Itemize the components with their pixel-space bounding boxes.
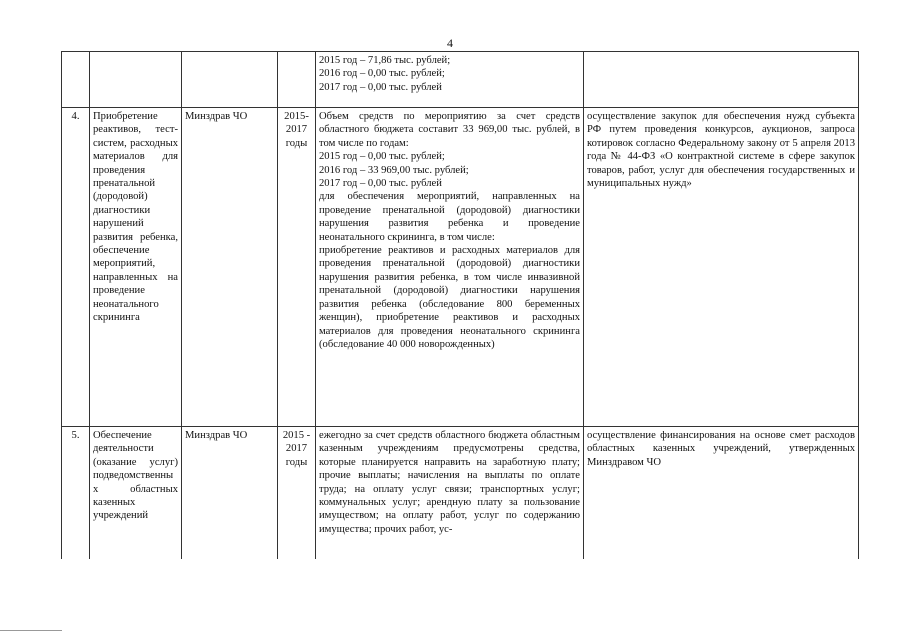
description-line: 2017 год – 0,00 тыс. рублей [319, 81, 442, 93]
funding-description [316, 52, 584, 108]
row-number: 5. [62, 427, 90, 560]
executor: Минздрав ЧО [182, 108, 278, 427]
measure-name: Обеспечение деятельности (оказание услуг) подведомственных областных казенных учреждений [90, 427, 182, 560]
table-row [62, 427, 859, 560]
measure-name [90, 52, 182, 108]
description-line: для обеспечения мероприятий, направленных на проведение пренатальной (дородовой) диагностики нарушения развития ребенка и проведение неонатального скрининга, в том числе: [319, 191, 580, 243]
row-number: 4. [62, 108, 90, 427]
description-line: приобретение реактивов и расходных материалов для проведения пренатальной (дородовой) диагностики нарушения развития ребенка, в том числе инвазивной пренатальной (дородовой) диагностики нарушения развития ребенка (обследование 800 беременных женщин), приобретение реактивов и расходных материалов для проведения неонатального скрининга (обследование 40 000 новорожденных) [319, 245, 580, 350]
description-line: 2016 год – 33 969,00 тыс. рублей; [319, 164, 469, 176]
description-line: 2017 год – 0,00 тыс. рублей [319, 178, 442, 190]
term [278, 52, 316, 108]
description-line: 2016 год – 0,00 тыс. рублей; [319, 68, 445, 80]
description-line: ежегодно за счет средств областного бюджета областным казенным учреждениям предусмотрены средства, которые планируется направить на заработную плату; прочие выплаты; начисления на выплаты по оплате труда; на оплату услуг связи; транспортных услуг; коммунальных услуг; арендную плату за пользование имуществом; на оплату работ, услуг по содержанию имущества; прочих работ, ус- [319, 430, 580, 535]
description-line: 2015 год – 71,86 тыс. рублей; [319, 55, 451, 66]
executor: Минздрав ЧО [182, 427, 278, 560]
executor [182, 52, 278, 108]
measures-table [61, 51, 859, 559]
implementation-mechanism: осуществление закупок для обеспечения нужд субъекта РФ путем проведения конкурсов, аукционов, запроса котировок согласно Федеральному закону от 5 апреля 2013 года № 44-ФЗ «О контрактной системе в сфере закупок товаров, работ, услуг для обеспечения государственных и муниципальных нужд» [584, 108, 859, 427]
row-number [62, 52, 90, 108]
description-line: 2015 год – 0,00 тыс. рублей; [319, 151, 445, 163]
term: 2015-2017 годы [278, 108, 316, 427]
term: 2015 - 2017 годы [278, 427, 316, 560]
measure-name: Приобретение реактивов, тест-систем, расходных материалов для проведения пренатальной (дородовой) диагностики нарушений развития ребенка, обеспечение мероприятий, направленных на проведение неонатального скрининга [90, 108, 182, 427]
implementation-mechanism [584, 52, 859, 108]
scan-edge-line [0, 630, 62, 631]
implementation-mechanism: осуществление финансирования на основе смет расходов областных казенных учреждений, утвержденных Минздравом ЧО [584, 427, 859, 560]
page-number: 4 [447, 36, 453, 50]
funding-description [316, 427, 584, 560]
funding-description [316, 108, 584, 427]
table-row [62, 108, 859, 427]
description-line: Объем средств по мероприятию за счет средств областного бюджета составит 33 969,00 тыс. рублей, в том числе по годам: [319, 111, 580, 149]
table-row [62, 52, 859, 108]
